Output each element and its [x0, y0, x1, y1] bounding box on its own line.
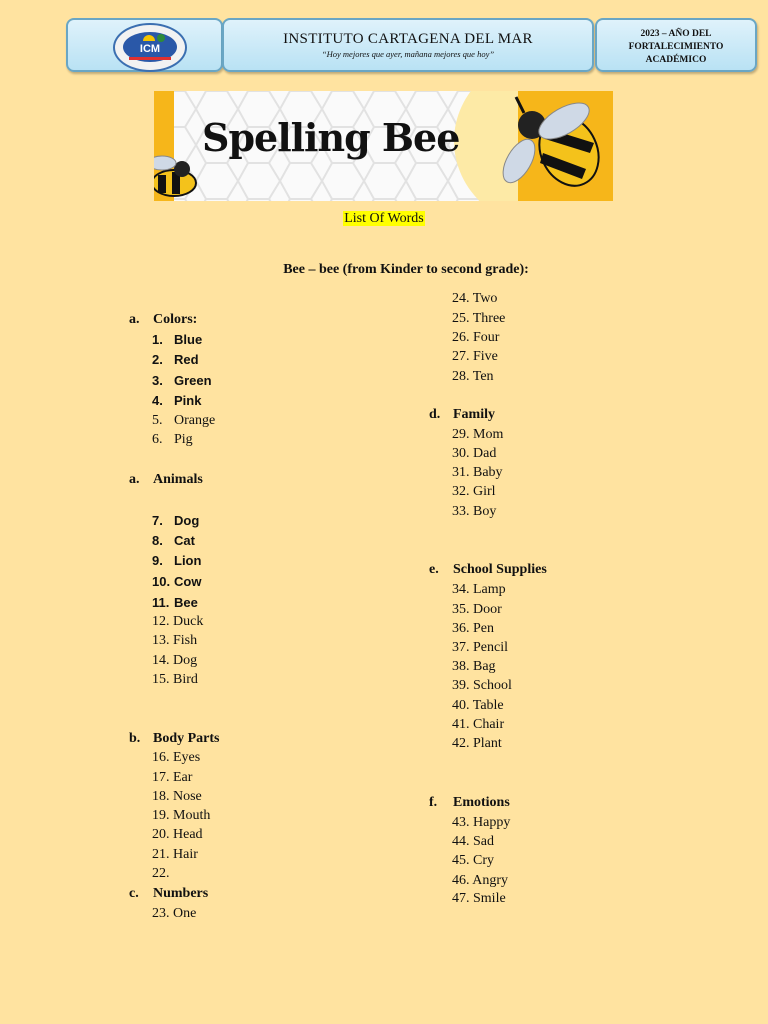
- word-item: 38. Bag: [452, 659, 496, 674]
- word-item: 47. Smile: [452, 891, 506, 906]
- word-item: 46. Angry: [452, 873, 508, 888]
- item-word: Orange: [174, 413, 216, 428]
- word-item: 31. Baby: [452, 465, 503, 480]
- item-word: Cat: [174, 533, 195, 548]
- word-item: 44. Sad: [452, 834, 494, 849]
- word-item: 36. Pen: [452, 621, 494, 636]
- word-item: 37. Pencil: [452, 640, 508, 655]
- school-motto: “Hoy mejores que ayer, mañana mejores que hoy”: [321, 49, 495, 59]
- word-item: 15. Bird: [152, 672, 198, 687]
- banner-title: Spelling Bee: [202, 115, 460, 160]
- item-number: 8.: [152, 533, 163, 548]
- word-item: 30. Dad: [452, 446, 497, 461]
- word-item: 32. Girl: [452, 484, 496, 499]
- item-number: 6.: [152, 432, 163, 447]
- item-number: 2.: [152, 352, 163, 367]
- word-item: 33. Boy: [452, 504, 497, 519]
- word-item: 22.: [152, 866, 170, 881]
- word-item: 35. Door: [452, 602, 502, 617]
- school-logo: [113, 23, 187, 72]
- item-word: Pig: [174, 432, 193, 447]
- word-item: 39. School: [452, 678, 512, 693]
- word-item: [152, 553, 201, 568]
- spelling-bee-banner: [154, 91, 613, 201]
- word-item: [152, 413, 215, 429]
- word-item: 20. Head: [152, 827, 203, 842]
- word-item: 29. Mom: [452, 427, 504, 442]
- word-item: [152, 574, 201, 589]
- word-item: 19. Mouth: [152, 808, 211, 823]
- word-item: 23. One: [152, 906, 197, 921]
- year-motto-line-1: 2023 – AÑO DEL: [640, 29, 712, 39]
- word-item: [152, 432, 193, 448]
- word-item: [152, 332, 202, 347]
- word-item: [152, 533, 195, 548]
- item-word: Bee: [174, 595, 198, 610]
- word-item: [152, 352, 199, 367]
- item-number: 9.: [152, 553, 163, 568]
- item-number: 11.: [152, 595, 170, 610]
- item-word: Dog: [174, 513, 200, 528]
- word-item: 45. Cry: [452, 853, 494, 868]
- word-item: 25. Three: [452, 311, 506, 326]
- word-item: [152, 373, 212, 388]
- item-word: Lion: [174, 553, 202, 568]
- word-item: 12. Duck: [152, 614, 204, 629]
- word-item: 16. Eyes: [152, 750, 201, 765]
- word-item: [152, 393, 201, 408]
- item-word: Blue: [174, 332, 203, 347]
- word-item: 18. Nose: [152, 789, 202, 804]
- item-word: Pink: [174, 393, 202, 408]
- word-item: 34. Lamp: [452, 582, 506, 597]
- large-bee-icon: [497, 96, 610, 196]
- school-header: [222, 18, 594, 72]
- word-item: 21. Hair: [152, 847, 198, 862]
- item-number: 7.: [152, 513, 163, 528]
- item-word: Green: [174, 373, 212, 388]
- word-item: 13. Fish: [152, 633, 198, 648]
- word-item: 43. Happy: [452, 815, 511, 830]
- item-number: 5.: [152, 413, 163, 428]
- school-name: INSTITUTO CARTAGENA DEL MAR: [283, 31, 533, 47]
- small-bee-icon: [154, 156, 196, 196]
- item-number: 3.: [152, 373, 163, 388]
- word-item: 28. Ten: [452, 369, 494, 384]
- item-word: Cow: [174, 574, 202, 589]
- year-motto-line-3: ACADÉMICO: [645, 55, 707, 65]
- word-item: 41. Chair: [452, 717, 505, 732]
- word-item: 27. Five: [452, 349, 498, 364]
- word-item: 17. Ear: [152, 770, 193, 785]
- item-word: Red: [174, 352, 199, 367]
- word-item: 14. Dog: [152, 653, 198, 668]
- palm-tree-icon: [157, 34, 165, 42]
- list-heading: List Of Words: [344, 211, 424, 226]
- word-item: 26. Four: [452, 330, 500, 345]
- grade-subtitle: Bee – bee (from Kinder to second grade):: [283, 262, 529, 277]
- item-number: 4.: [152, 393, 163, 408]
- sun-icon: [143, 35, 155, 41]
- item-number: 1.: [152, 332, 163, 347]
- word-item: [152, 513, 199, 528]
- word-item: 42. Plant: [452, 736, 502, 751]
- logo-initials: ICM: [139, 43, 161, 55]
- word-item: [152, 595, 198, 610]
- school-logo-box: [66, 18, 223, 72]
- word-item: 24. Two: [452, 291, 498, 306]
- word-item: 40. Table: [452, 698, 504, 713]
- item-number: 10.: [152, 574, 171, 589]
- year-motto-box: [595, 18, 757, 72]
- year-motto-line-2: FORTALECIMIENTO: [628, 42, 724, 52]
